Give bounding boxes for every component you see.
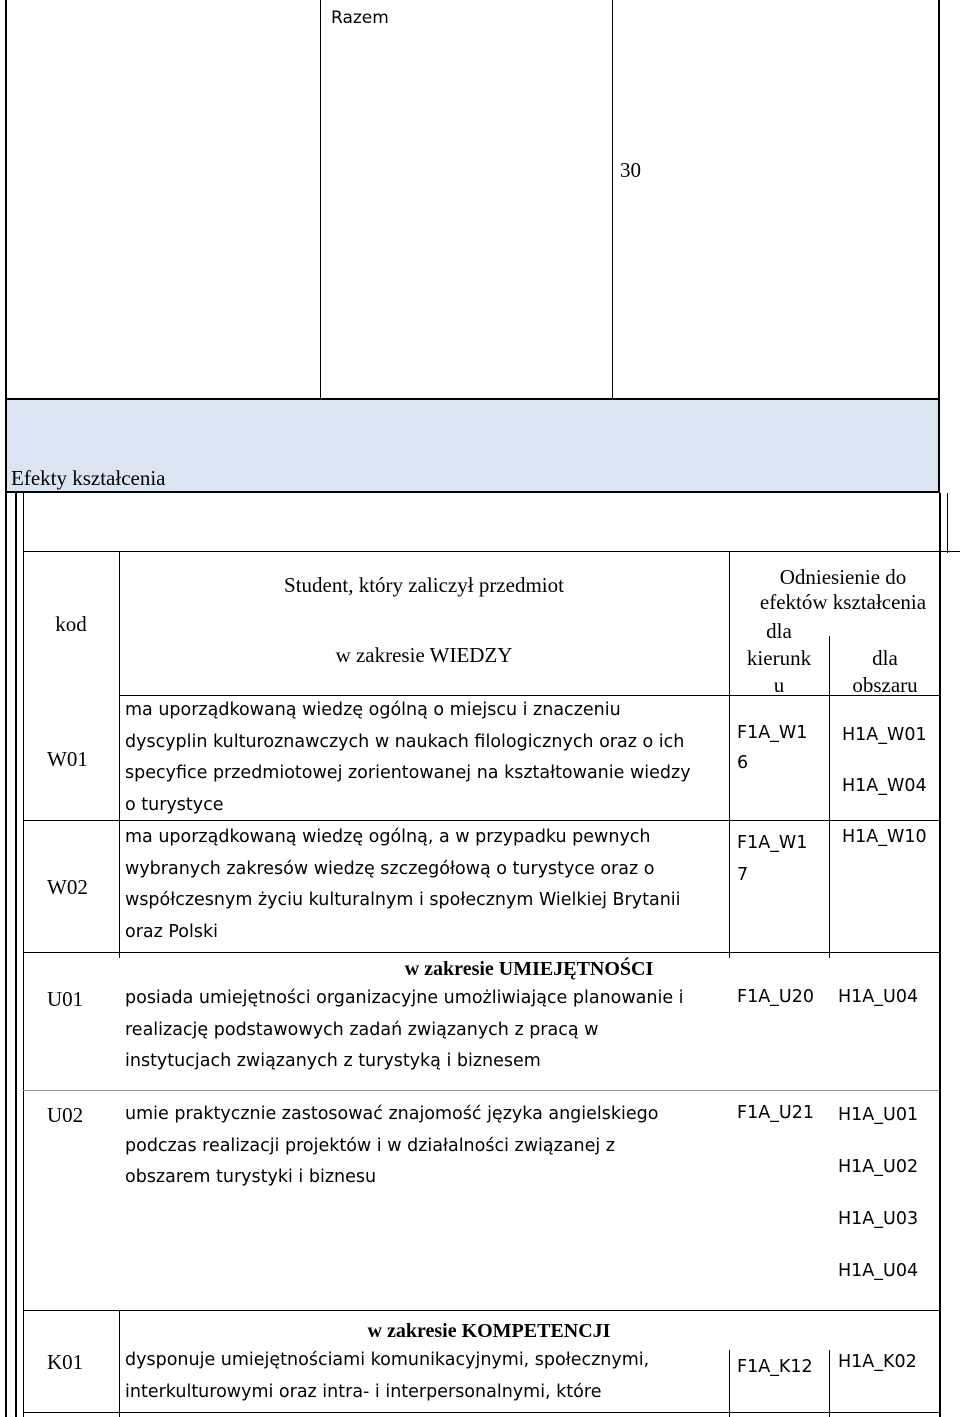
header-dla-kierunku: dla kierunk u xyxy=(746,619,812,697)
row-obszar-w02: H1A_W10 xyxy=(842,827,927,847)
header-dla-obszaru: dla obszaru xyxy=(852,646,918,697)
row-code-w01: W01 xyxy=(47,747,88,771)
header-kod: kod xyxy=(55,612,87,636)
section-title: Efekty kształcenia xyxy=(11,466,166,490)
row-code-k01: K01 xyxy=(47,1350,84,1374)
row-obszar-u02: H1A_U01 H1A_U02 H1A_U03 H1A_U04 xyxy=(838,1105,919,1281)
row-text-u01: posiada umiejętności organizacyjne umożliwiające planowanie i realizację podstawowych zadań związanych z pracą w instytucjach związanych z turystyką i biznesem xyxy=(125,988,684,1071)
row-text-u02: umie praktycznie zastosować znajomość języka angielskiego podczas realizacji projektów i w działalności związanej z obszarem turystyki i biznesu xyxy=(125,1104,659,1187)
header-wiedza: w zakresie WIEDZY xyxy=(335,643,513,667)
section-umiejetnosci-label: w zakresie UMIEJĘTNOŚCI xyxy=(404,958,654,980)
row-kierunek-w02: F1A_W1 7 xyxy=(737,833,808,885)
row-text-k01: dysponuje umiejętnościami komunikacyjnymi, społecznymi, interkulturowymi oraz intra- i interpersonalnymi, które xyxy=(125,1350,650,1402)
header-odniesienie: Odniesienie do efektów kształcenia xyxy=(759,565,927,614)
row-code-w02: W02 xyxy=(47,875,88,899)
header-student: Student, który zaliczył przedmiot xyxy=(284,573,564,597)
row-text-w01: ma uporządkowaną wiedzę ogólną o miejscu i znaczeniu dyscyplin kulturoznawczych w naukach filologicznych oraz o ich specyfice przedmiotowej zorientowanej na kształtowanie wiedzy o turystyce xyxy=(125,700,691,815)
row-kierunek-u01: F1A_U20 xyxy=(737,987,814,1007)
razem-value: 30 xyxy=(620,158,641,182)
row-kierunek-k01: F1A_K12 xyxy=(737,1357,813,1377)
row-obszar-u01: H1A_U04 xyxy=(838,987,919,1007)
row-kierunek-w01: F1A_W1 6 xyxy=(737,723,808,773)
row-obszar-k01: H1A_K02 xyxy=(838,1352,917,1372)
row-obszar-w01: H1A_W01 H1A_W04 xyxy=(842,725,927,796)
row-kierunek-u02: F1A_U21 xyxy=(737,1103,814,1123)
summary-table xyxy=(5,0,940,400)
row-code-u02: U02 xyxy=(47,1103,84,1127)
section-kompetencji: w zakresie KOMPETENCJI xyxy=(367,1320,611,1342)
razem-label: Razem xyxy=(331,8,389,28)
row-code-u01: U01 xyxy=(47,987,84,1011)
section-umiejetnosci xyxy=(119,958,939,981)
row-text-w02: ma uporządkowaną wiedzę ogólną, a w przypadku pewnych wybranych zakresów wiedzę szczegółową o turystyce oraz o współczesnym życiu kulturalnym i społecznym Wielkiej Brytanii oraz Polski xyxy=(125,827,681,942)
